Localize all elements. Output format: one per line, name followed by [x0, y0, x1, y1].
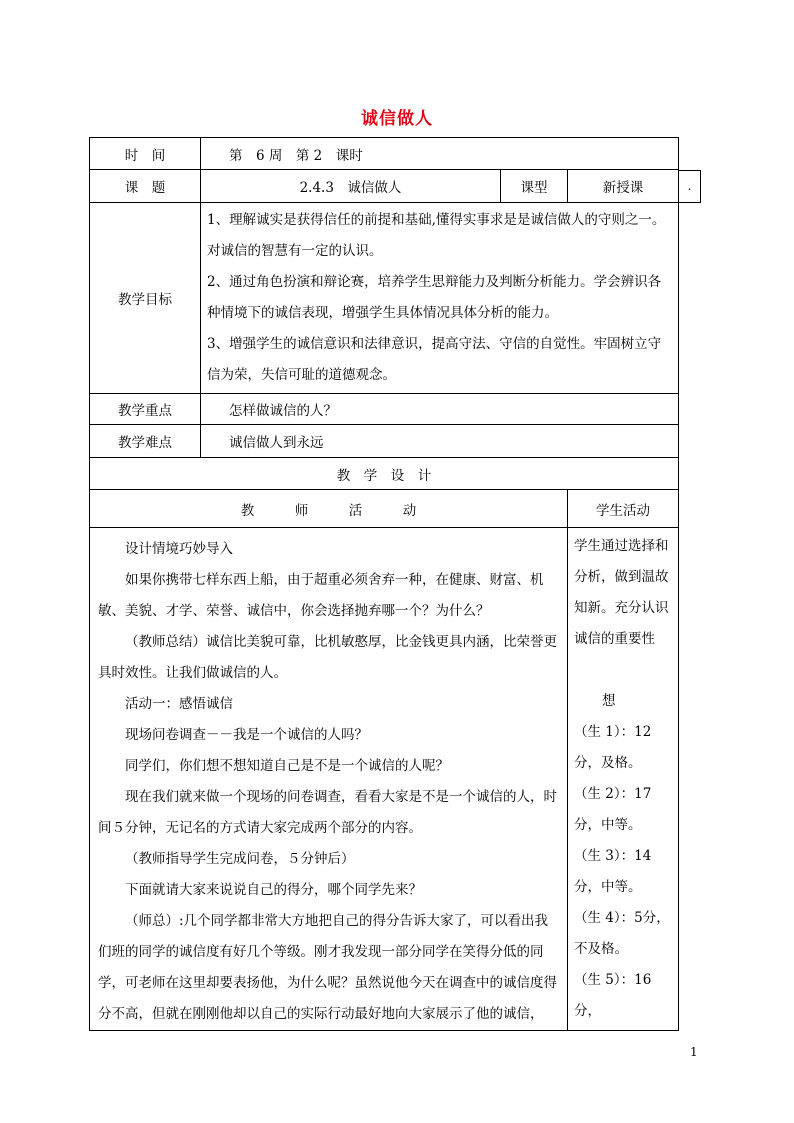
teacher-paragraph: （师总）:几个同学都非常大方地把自己的得分告诉大家了，可以看出我们班的同学的诚信度有好几个等级。刚才我发现一部分同学在笑得分低的同学，可老师在这里却要表扬他，为什么呢？虽然说他今天在调查中的诚信度得分不高，但就在刚刚他却以自己的实际行动最好地向大家展示了他的诚信，	[98, 913, 557, 1022]
key-label: 教学重点	[90, 394, 201, 425]
teacher-paragraph: （教师指导学生完成问卷，５分钟后）	[125, 851, 355, 867]
teacher-paragraph: 如果你携带七样东西上船，由于超重必须舍弃一种，在健康、财富、机敏、美貌、才学、荣誉、诚信中，你会选择抛弃哪一个？为什么？	[98, 572, 544, 619]
student-line: （生 2）：17分，中等。	[574, 786, 652, 833]
student-activity-header: 学生活动	[568, 490, 679, 528]
topic-label: 课 题	[90, 170, 201, 203]
time-label: 时 间	[90, 138, 201, 170]
goal-item: 3、增强学生的诚信意识和法律意识，提高守法、守信的自觉性。牢固树立守信为荣，失信可耻的道德观念。	[207, 336, 662, 383]
teacher-paragraph: 活动一：感悟诚信	[125, 696, 233, 712]
extra-cell: .	[679, 170, 701, 203]
teacher-paragraph: 同学们，你们想不想知道自己是不是一个诚信的人呢？	[125, 758, 449, 774]
goals-cell	[201, 203, 679, 394]
key-value: 怎样做诚信的人？	[201, 394, 679, 425]
student-line: （生 1）：12分，及格。	[574, 724, 652, 771]
teacher-paragraph: 设计情境巧妙导入	[125, 541, 233, 557]
student-line: 想	[602, 693, 616, 709]
student-line: （生 5）：16分，	[574, 972, 652, 1019]
page-title: 诚信做人	[361, 109, 433, 129]
type-label: 课型	[501, 170, 568, 203]
page-number: 1	[690, 1045, 698, 1059]
teacher-paragraph: 现场问卷调查－－我是一个诚信的人吗？	[125, 727, 368, 743]
goal-item: 1、理解诚实是获得信任的前提和基础,懂得实事求是是诚信做人的守则之一。对诚信的智慧有一定的认识。	[207, 212, 666, 259]
topic-value: 2.4.3 诚信做人	[201, 170, 501, 203]
design-header: 教 学 设 计	[90, 458, 679, 490]
goal-item: 2、通过角色扮演和辩论赛，培养学生思辩能力及判断分析能力。学会辨识各种情境下的诚信表现，增强学生具体情况具体分析的能力。	[207, 274, 662, 321]
time-value: 第 6 周 第 2 课时	[201, 138, 679, 170]
lesson-plan-table	[89, 137, 679, 1031]
student-intro: 学生通过选择和分析，做到温故知新。充分认识诚信的重要性	[574, 538, 669, 647]
type-value: 新授课	[568, 170, 679, 203]
teacher-paragraph: （教师总结）诚信比美貌可靠，比机敏憨厚，比金钱更具内涵，比荣誉更具时效性。让我们做诚信的人。	[98, 634, 557, 681]
teacher-paragraph: 下面就请大家来说说自己的得分，哪个同学先来？	[125, 882, 422, 898]
teacher-paragraph: 现在我们就来做一个现场的问卷调查，看看大家是不是一个诚信的人，时间５分钟，无记名的方式请大家完成两个部分的内容。	[98, 789, 557, 836]
student-activity-cell	[568, 528, 679, 1031]
difficulty-label: 教学难点	[90, 425, 201, 458]
student-line: （生 3）：14分，中等。	[574, 848, 652, 895]
teacher-activity-header: 教 师 活 动	[90, 490, 568, 528]
goals-label: 教学目标	[90, 203, 201, 394]
teacher-activity-cell	[90, 528, 568, 1031]
difficulty-value: 诚信做人到永远	[201, 425, 679, 458]
student-line: （生 4）：5分，不及格。	[574, 910, 670, 957]
